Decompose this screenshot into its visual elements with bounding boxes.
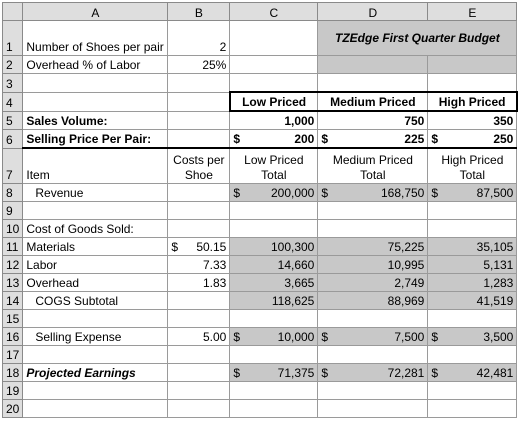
cell-d18[interactable] [318,364,428,382]
row-13 [3,274,517,292]
cell-e11[interactable]: 35,105 [428,238,517,256]
row-14 [3,292,517,310]
cell-c3[interactable] [230,74,318,93]
cell-d14[interactable]: 88,969 [318,292,428,310]
cell-value: 71,375 [277,366,315,380]
cell-d6[interactable] [318,130,428,149]
spreadsheet-grid [2,2,518,418]
cell-d19[interactable] [318,382,428,400]
row-header[interactable]: 8 [3,184,23,202]
row-19 [3,382,517,400]
cell-b18[interactable] [168,364,230,382]
cell-e13[interactable]: 1,283 [428,274,517,292]
cell-c20[interactable] [230,400,318,418]
cell-c17[interactable] [230,346,318,364]
cell-a8[interactable]: Revenue [23,184,168,202]
cell-a1[interactable]: Number of Shoes per pair [23,21,168,56]
row-2 [3,56,517,74]
row-8 [3,184,517,202]
cell-b3[interactable] [168,74,230,93]
row-15 [3,310,517,328]
currency-sign: $ [171,240,179,254]
cell-d13[interactable]: 2,749 [318,274,428,292]
cell-d17[interactable] [318,346,428,364]
cell-value: 3,500 [483,330,514,344]
row-7 [3,148,517,184]
cell-value: 200,000 [270,186,315,200]
cell-a13[interactable]: Overhead [23,274,168,292]
cell-a5[interactable]: Sales Volume: [23,111,168,130]
cell-a14[interactable]: COGS Subtotal [23,292,168,310]
row-header[interactable]: 11 [3,238,23,256]
row-6 [3,130,517,149]
cell-e12[interactable]: 5,131 [428,256,517,274]
cell-a18[interactable]: Projected Earnings [23,364,168,382]
currency-sign: $ [233,132,241,146]
cell-e4[interactable]: High Priced [428,92,517,111]
cell-d5[interactable]: 750 [318,111,428,130]
cell-a20[interactable] [23,400,168,418]
column-header-c[interactable]: C [230,3,318,21]
cell-value: 7,500 [394,330,425,344]
cell-d10[interactable] [318,220,428,238]
currency-sign: $ [431,366,439,380]
cell-a6[interactable]: Selling Price Per Pair: [23,130,168,149]
cell-c6[interactable] [230,130,318,149]
cell-a11[interactable]: Materials [23,238,168,256]
cell-c1[interactable] [230,21,318,56]
cell-c5[interactable]: 1,000 [230,111,318,130]
cell-a4[interactable] [23,92,168,111]
cell-a10[interactable]: Cost of Goods Sold: [23,220,168,238]
currency-sign: $ [431,330,439,344]
currency-sign: $ [233,330,241,344]
cell-e2[interactable] [428,56,517,74]
row-header[interactable]: 18 [3,364,23,382]
row-1 [3,21,517,56]
cell-e10[interactable] [428,220,517,238]
cell-c14[interactable]: 118,625 [230,292,318,310]
cell-c16[interactable] [230,328,318,346]
cell-a12[interactable]: Labor [23,256,168,274]
row-header[interactable]: 1 [3,21,23,56]
currency-sign: $ [233,366,241,380]
column-header-b[interactable]: B [168,3,230,21]
cell-e16[interactable] [428,328,517,346]
row-5 [3,111,517,130]
cell-b16[interactable]: 5.00 [168,328,230,346]
cell-d20[interactable] [318,400,428,418]
row-header[interactable]: 17 [3,346,23,364]
cell-c9[interactable] [230,202,318,220]
cell-e8[interactable] [428,184,517,202]
row-header[interactable]: 14 [3,292,23,310]
currency-sign: $ [233,186,241,200]
cell-b17[interactable] [168,346,230,364]
cell-d11[interactable]: 75,225 [318,238,428,256]
column-header-a[interactable]: A [23,3,168,21]
cell-d15[interactable] [318,310,428,328]
cell-e18[interactable] [428,364,517,382]
cell-value: 42,481 [476,366,514,380]
cell-c15[interactable] [230,310,318,328]
cell-c12[interactable]: 14,660 [230,256,318,274]
currency-sign: $ [321,366,329,380]
cell-value: 10,000 [277,330,315,344]
row-17 [3,346,517,364]
row-header[interactable]: 9 [3,202,23,220]
cell-b14[interactable] [168,292,230,310]
cell-a16[interactable]: Selling Expense [23,328,168,346]
cell-value: 200 [294,132,315,146]
cell-a17[interactable] [23,346,168,364]
row-header[interactable]: 12 [3,256,23,274]
cell-b20[interactable] [168,400,230,418]
cell-d4[interactable]: Medium Priced [318,92,428,111]
column-header-e[interactable]: E [428,3,517,21]
column-header-row [3,3,517,21]
currency-sign: $ [321,186,329,200]
cell-value: 225 [404,132,425,146]
cell-c2[interactable] [230,56,318,74]
cell-b11[interactable] [168,238,230,256]
cell-b12[interactable]: 7.33 [168,256,230,274]
row-4 [3,92,517,111]
cell-c18[interactable] [230,364,318,382]
cell-d2[interactable] [318,56,428,74]
cell-e15[interactable] [428,310,517,328]
cell-b9[interactable] [168,202,230,220]
cell-c7[interactable]: Low Priced Total [230,148,318,184]
cell-c13[interactable]: 3,665 [230,274,318,292]
row-16 [3,328,517,346]
column-header-d[interactable]: D [318,3,428,21]
row-header[interactable]: 7 [3,148,23,184]
row-header[interactable]: 10 [3,220,23,238]
cell-b1[interactable]: 2 [168,21,230,56]
cell-c19[interactable] [230,382,318,400]
row-9 [3,202,517,220]
cell-e17[interactable] [428,346,517,364]
row-header[interactable]: 15 [3,310,23,328]
cell-b15[interactable] [168,310,230,328]
cell-a15[interactable] [23,310,168,328]
row-header[interactable]: 3 [3,74,23,93]
cell-value: 50.15 [196,240,227,254]
cell-b7[interactable]: Costs per Shoe [168,148,230,184]
cell-b19[interactable] [168,382,230,400]
row-18 [3,364,517,382]
cell-a7[interactable]: Item [23,148,168,184]
cell-b5[interactable] [168,111,230,130]
cell-d3[interactable] [318,74,428,93]
cell-b10[interactable] [168,220,230,238]
row-header[interactable]: 13 [3,274,23,292]
cell-a9[interactable] [23,202,168,220]
cell-e3[interactable] [428,74,517,93]
cell-a3[interactable] [23,74,168,93]
currency-sign: $ [321,330,329,344]
cell-d12[interactable]: 10,995 [318,256,428,274]
cell-d9[interactable] [318,202,428,220]
currency-sign: $ [431,132,439,146]
row-header[interactable]: 6 [3,130,23,149]
cell-d8[interactable] [318,184,428,202]
row-header[interactable]: 19 [3,382,23,400]
cell-e19[interactable] [428,382,517,400]
cell-c10[interactable] [230,220,318,238]
cell-b8[interactable] [168,184,230,202]
row-header[interactable]: 2 [3,56,23,74]
cell-e9[interactable] [428,202,517,220]
row-header[interactable]: 16 [3,328,23,346]
row-20 [3,400,517,418]
row-header[interactable]: 5 [3,111,23,130]
cell-d7[interactable]: Medium Priced Total [318,148,428,184]
cell-e5[interactable]: 350 [428,111,517,130]
cell-b6[interactable] [168,130,230,149]
cell-d1-title[interactable]: TZEdge First Quarter Budget [318,21,517,56]
cell-e20[interactable] [428,400,517,418]
row-12 [3,256,517,274]
cell-e7[interactable]: High Priced Total [428,148,517,184]
row-header[interactable]: 4 [3,92,23,111]
row-3 [3,74,517,93]
cell-b2[interactable]: 25% [168,56,230,74]
cell-value: 168,750 [380,186,425,200]
select-all-corner[interactable] [3,3,23,21]
currency-sign: $ [321,132,329,146]
cell-e14[interactable]: 41,519 [428,292,517,310]
cell-value: 250 [493,132,514,146]
cell-e6[interactable] [428,130,517,149]
cell-b4[interactable] [168,92,230,111]
cell-a19[interactable] [23,382,168,400]
cell-c4[interactable]: Low Priced [230,92,318,111]
cell-a2[interactable]: Overhead % of Labor [23,56,168,74]
row-11 [3,238,517,256]
cell-c11[interactable]: 100,300 [230,238,318,256]
cell-value: 87,500 [476,186,514,200]
cell-c8[interactable] [230,184,318,202]
currency-sign: $ [431,186,439,200]
cell-value: 72,281 [387,366,425,380]
row-10 [3,220,517,238]
row-header[interactable]: 20 [3,400,23,418]
cell-b13[interactable]: 1.83 [168,274,230,292]
cell-d16[interactable] [318,328,428,346]
